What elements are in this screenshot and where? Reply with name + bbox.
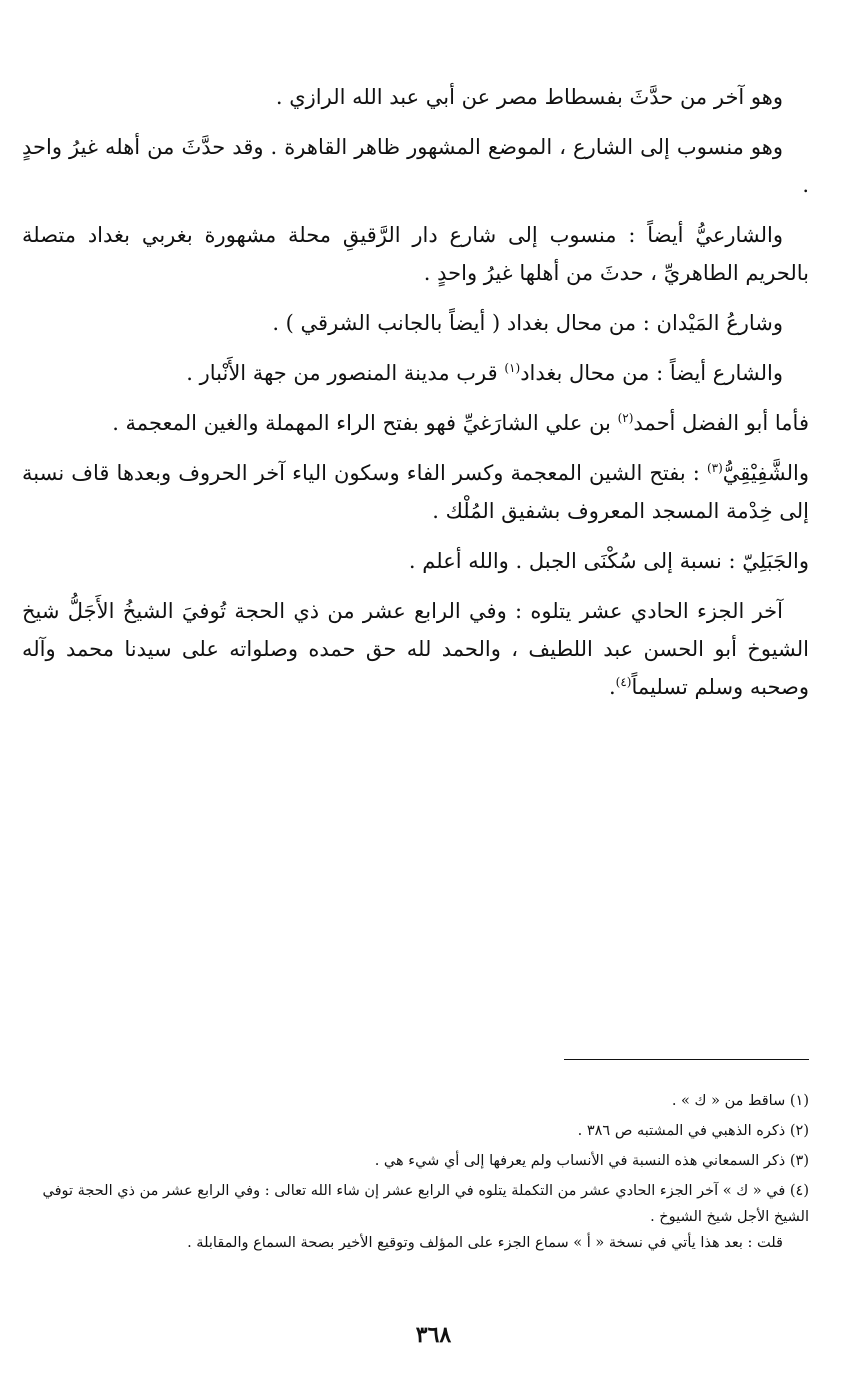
paragraph [22,542,809,580]
footnote [30,1118,809,1144]
paragraph-text: والشارعيُّ أيضاً : منسوب إلى شارع دار الرَّقيقِ محلة مشهورة بغربي بغداد متصلة بالحريم الطاهريِّ ، حدثَ من أهلها غيرُ واحدٍ . [22,223,809,285]
paragraph-text: فأما أبو الفضل أحمد [633,411,809,435]
footnote [30,1148,809,1174]
paragraph-text: وهو منسوب إلى الشارع ، الموضع المشهور ظاهر القاهرة . وقد حدَّثَ من أهله غيرُ واحدٍ . [22,135,809,197]
footnote-text: ذكره الذهبي في المشتبه ص ٣٨٦ . [577,1123,790,1139]
paragraph [22,216,809,292]
main-text [22,78,809,718]
paragraph-text: وهو آخر من حدَّثَ بفسطاط مصر عن أبي عبد الله الرازي . [275,85,783,109]
paragraph [22,128,809,204]
paragraph-text: . [608,675,616,699]
paragraph-text: والشَّفِيْقِيُّ [722,461,809,485]
paragraph [22,304,809,342]
footnote-text: في « ك » آخر الجزء الحادي عشر من التكملة يتلوه في الرابع عشر إن شاء الله تعالى : وفي الرابع عشر من ذي الحجة توفي الشيخ الأجل شيخ الشيوخ . [42,1183,809,1225]
footnote-marker: (٢) [617,411,634,425]
paragraph-text: والجَبَلِيّ : نسبة إلى سُكْنَى الجبل . والله أعلم . [408,549,809,573]
paragraph-text: قرب مدينة المنصور من جهة الأَنْبار . [186,361,505,385]
paragraph [22,78,809,116]
footnote-marker: (١) [504,361,521,375]
paragraph-text: بن علي الشارَغيِّ فهو بفتح الراء المهملة والغين المعجمة . [112,411,618,435]
footnote-text: ساقط من « ك » . [671,1093,790,1109]
footnote-number: (١) [789,1093,809,1109]
footnote-marker: (٣) [706,461,723,475]
paragraph [22,354,809,392]
footnote-continuation: قلت : بعد هذا يأتي في نسخة « أ » سماع الجزء على المؤلف وتوقيع الأخير بصحة السماع والمقابلة . [187,1235,783,1251]
paragraph [22,454,809,530]
paragraph-text: وشارعُ المَيْدان : من محال بغداد ( أيضاً بالجانب الشرقي ) . [272,311,783,335]
footnote [30,1088,809,1114]
footnote-marker: (٤) [615,675,632,689]
paragraph [22,404,809,442]
footnote-number: (٢) [789,1123,809,1139]
footnote-number: (٤) [789,1183,809,1199]
paragraph [22,592,809,706]
footnote [30,1178,809,1256]
page-number: ٣٦٨ [415,1322,452,1348]
footnote-divider [564,1059,809,1060]
paragraph-text: : بفتح الشين المعجمة وكسر الفاء وسكون الياء آخر الحروف وبعدها قاف نسبة إلى خِدْمة المسجد المعروف بشفيق المُلْك . [22,461,809,523]
paragraph-text: آخر الجزء الحادي عشر يتلوه : وفي الرابع عشر من ذي الحجة تُوفيَ الشيخُ الأَجَلُّ شيخ الشيوخ أبو الحسن عبد اللطيف ، والحمد لله حق حمده وصلواته على سيدنا محمد وآله وصحبه وسلم تسليماً [22,599,809,699]
footnote-number: (٣) [789,1153,809,1169]
paragraph-text: والشارع أيضاً : من محال بغداد [520,361,783,385]
footnote-text: ذكر السمعاني هذه النسبة في الأنساب ولم يعرفها إلى أي شيء هي . [374,1153,790,1169]
footnotes-section [30,1088,809,1260]
